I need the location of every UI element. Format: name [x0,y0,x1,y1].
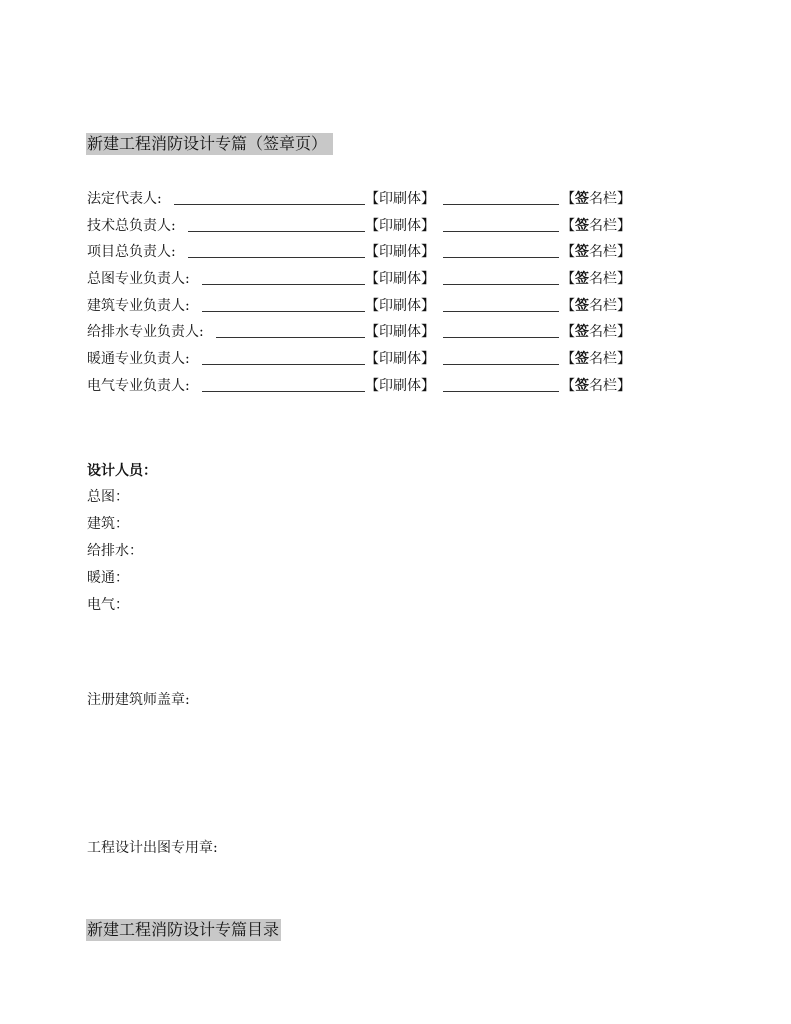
role-label: 建筑专业负责人: [87,297,190,314]
signature-line[interactable] [443,231,559,232]
sign-label: 【签名栏】 [561,271,631,288]
print-name-line[interactable] [174,204,365,205]
sign-label: 【签名栏】 [561,324,631,341]
role-label: 总图专业负责人: [87,271,190,288]
signature-row [87,373,647,400]
signature-row [87,346,647,373]
sign-label: 【签名栏】 [561,297,631,314]
sign-label: 【签名栏】 [561,244,631,261]
sign-label: 【签名栏】 [561,351,631,368]
signature-line[interactable] [443,364,559,365]
toc-heading: 新建工程消防设计专篇目录 [87,920,280,939]
designers-title: 设计人员： [87,463,157,479]
print-name-line[interactable] [202,284,365,285]
role-label: 电气专业负责人: [87,377,190,394]
print-label: 【印刷体】 [365,244,435,261]
print-name-line[interactable] [188,231,365,232]
designer-item: 给排水： [87,543,143,559]
signature-row [87,239,647,266]
sign-label: 【签名栏】 [561,377,631,394]
role-label: 技术总负责人: [87,217,176,234]
print-name-line[interactable] [216,337,365,338]
print-label: 【印刷体】 [365,217,435,234]
sign-label: 【签名栏】 [561,191,631,207]
signature-row [87,266,647,293]
design-stamp-label: 工程设计出图专用章: [87,840,218,856]
signature-line[interactable] [443,204,559,205]
role-label: 法定代表人: [87,191,162,207]
signature-line[interactable] [443,311,559,312]
designer-item: 暖通： [87,570,129,586]
print-label: 【印刷体】 [365,297,435,314]
print-name-line[interactable] [202,391,365,392]
signature-line[interactable] [443,337,559,338]
print-label: 【印刷体】 [365,351,435,368]
designer-item: 总图： [87,489,129,505]
designer-item: 建筑： [87,516,129,532]
sign-label: 【签名栏】 [561,217,631,234]
designers-section [87,458,157,619]
signature-row [87,186,647,213]
signature-page-heading: 新建工程消防设计专篇（签章页） [86,133,333,155]
signature-row [87,293,647,320]
signature-row [87,319,647,346]
role-label: 暖通专业负责人: [87,351,190,368]
designer-item: 电气： [87,597,129,613]
print-label: 【印刷体】 [365,271,435,288]
print-name-line[interactable] [202,364,365,365]
signature-row [87,213,647,240]
print-name-line[interactable] [188,257,365,258]
print-label: 【印刷体】 [365,324,435,341]
architect-stamp-label: 注册建筑师盖章: [87,692,190,708]
print-name-line[interactable] [202,311,365,312]
print-label: 【印刷体】 [365,191,435,207]
signature-line[interactable] [443,284,559,285]
signature-line[interactable] [443,391,559,392]
role-label: 项目总负责人: [87,244,176,261]
signature-line[interactable] [443,257,559,258]
signature-list [87,186,647,400]
print-label: 【印刷体】 [365,377,435,394]
role-label: 给排水专业负责人: [87,324,204,341]
